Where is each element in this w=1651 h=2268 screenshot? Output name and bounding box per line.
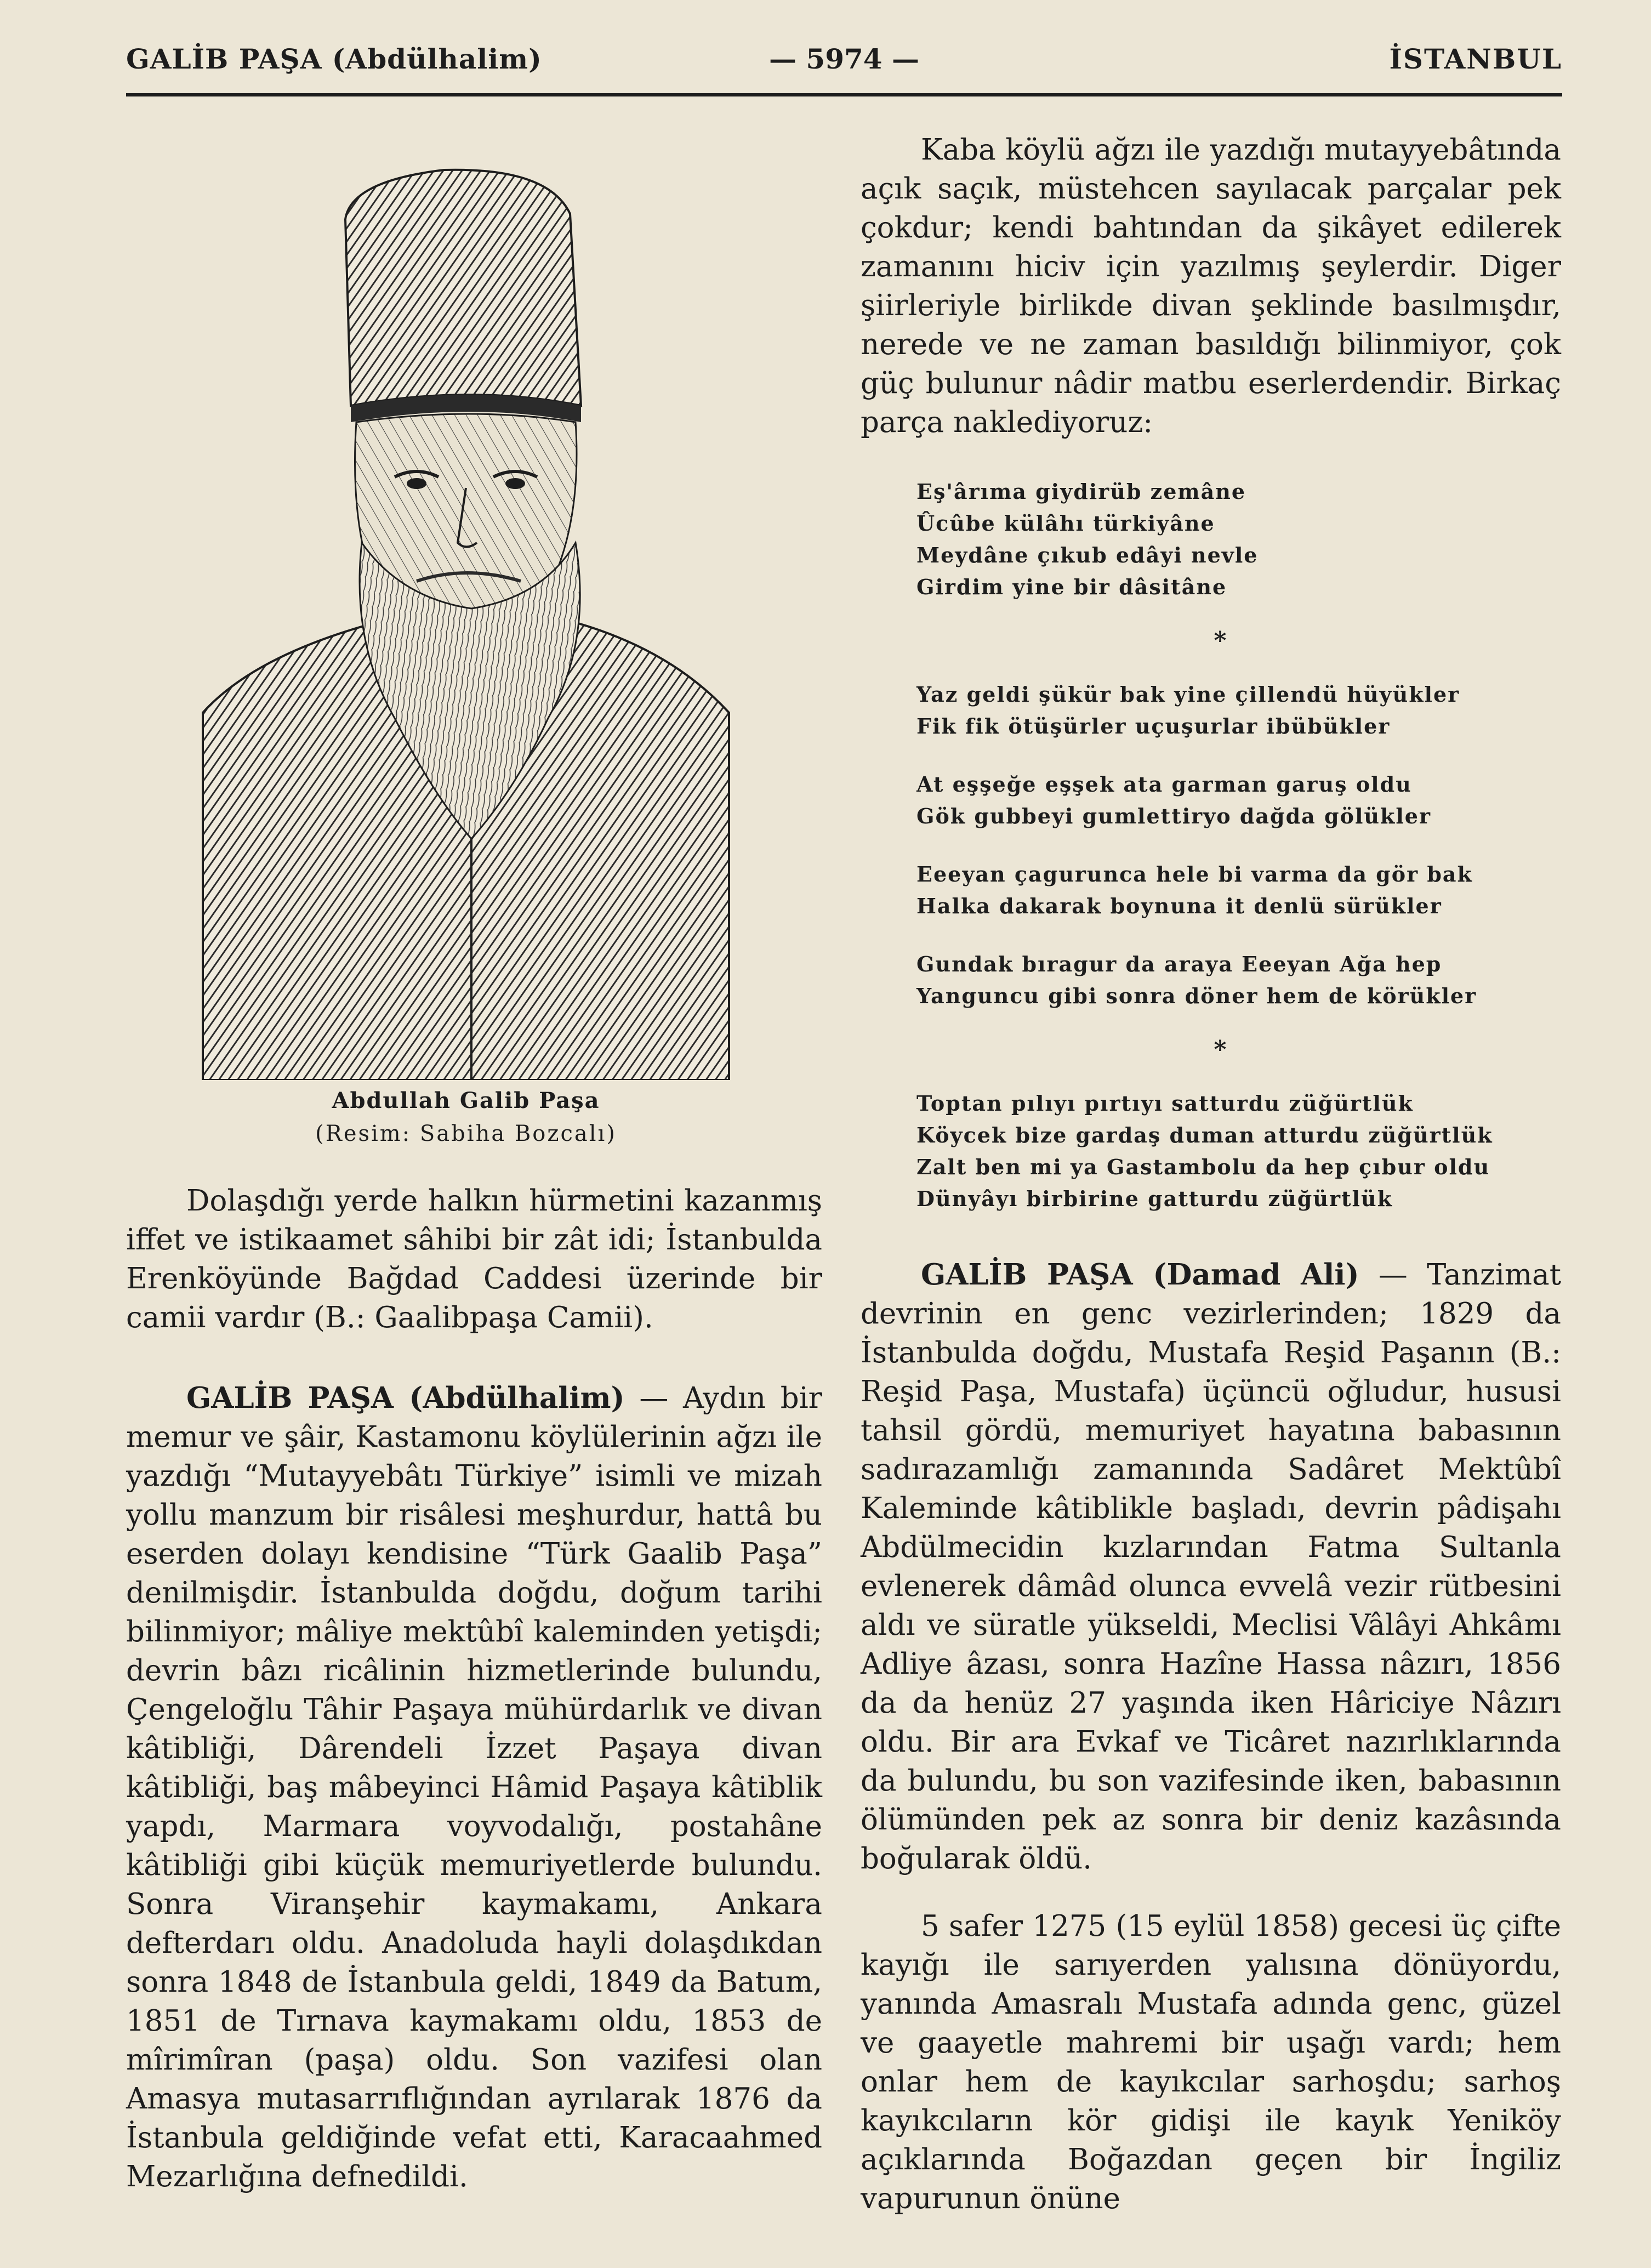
poem-stanza [916, 476, 1525, 603]
page-number: — 5974 — [769, 43, 919, 75]
poem-stanza [916, 859, 1525, 922]
poem-line: Halka dakarak boynuna it denlü sürükler [916, 894, 1442, 918]
paragraph: Dolaşdığı yerde halkın hürmetini kazanmış iffet ve istikaamet sâhibi bir zât idi; İstanbulda Erenköyünde Bağdad Caddesi üzerinde bir camii vardır (B.: Gaalibpaşa Camii). [126, 1184, 822, 1334]
entry-text: — Tanzimat devrinin en genc vezirlerinden; 1829 da İstanbulda doğdu, Mustafa Reşid Paşanın (B.: Reşid Paşa, Mustafa) üçüncü oğludur, hususi tahsil gördü, memuriyet hayatına babasının sadırazamlığı zamanında Sadâret Mektûbî Kaleminde kâtiblikle başladı, devrin pâdişahı Abdülmecidin kızlarından Fatma Sultanla evlenerek dâmâd olunca evvelâ vezir rütbesini aldı ve süratle yükseldi, Meclisi Vâlâyi Ahkâmı Adliye âzası, sonra Hazîne Hassa nâzırı, 1856 da da henüz 27 yaşında iken Hâriciye Nâzırı oldu. Bir ara Evkaf ve Ticâret nazırlıklarında da bulundu, bu son vazifesinde iken, babasının ölümünden pek az sonra bir deniz kazâsında boğularak öldü. [861, 1258, 1561, 1875]
header-volume: İSTANBUL [1389, 43, 1562, 75]
poem-separator: * [1214, 1036, 1228, 1064]
portrait-caption [241, 1084, 691, 1150]
left-paragraph-1 [126, 1181, 822, 1337]
poem-line: Yaz geldi şükür bak yine çillendü hüyükler [916, 682, 1460, 707]
poem-excerpt [916, 476, 1525, 1241]
entry-paragraph [126, 1379, 822, 2196]
poem-stanza [916, 769, 1525, 832]
caption-credit: (Resim: Sabiha Bozcalı) [315, 1121, 617, 1146]
poem-line: Zalt ben mi ya Gastambolu da hep çıbur oldu [916, 1155, 1490, 1179]
paragraph: Kaba köylü ağzı ile yazdığı mutayyebâtında açık saçık, müstehcen sayılacak parçalar pek çokdur; kendi bahtından da şikâyet edilerek zamanını hiciv için yazılmış şeylerdir. Diger şiirleriyle birlikde divan şeklinde basılmışdır, nerede ve ne zaman basıldığı bilinmiyor, çok güç bulunur nâdir matbu eserlerdendir. Birkaç parça naklediyoruz: [861, 133, 1561, 439]
poem-line: Gundak bıragur da araya Eeeyan Ağa hep [916, 952, 1442, 976]
poem-line: Gök gubbeyi gumlettiryo dağda gölükler [916, 804, 1431, 828]
paragraph: 5 safer 1275 (15 eylül 1858) gecesi üç çifte kayığı ile sarıyerden yalısına dönüyordu, yanında Amasralı Mustafa adında genc, güzel ve gaayetle mahremi bir uşağı vardı; hem onlar hem de kayıkcılar sarhoşdu; sarhoş kayıkcıların kör gidişi ile kayık Yeniköy açıklarında Boğazdan geçen bir İngiliz vapurunun önüne [861, 1909, 1561, 2215]
poem-line: At eşşeğe eşşek ata garman garuş oldu [916, 772, 1412, 797]
right-intro [861, 130, 1561, 442]
poem-line: Eeeyan çagurunca hele bi varma da gör bak [916, 862, 1473, 886]
poem-line: Meydâne çıkub edâyi nevle [916, 543, 1259, 567]
poem-separator: * [1214, 627, 1228, 655]
poem-line: Köycek bize gardaş duman atturdu züğürtlük [916, 1123, 1493, 1147]
entry-paragraph [861, 1255, 1561, 1878]
entry-galib-pasa-damad-ali [861, 1255, 1561, 2218]
header-entry-title: GALİB PAŞA (Abdülhalim) [126, 43, 542, 75]
poem-line: Fik fik ötüşürler uçuşurlar ibübükler [916, 714, 1391, 738]
poem-line: Dünyâyı birbirine gatturdu züğürtlük [916, 1186, 1393, 1211]
entry-heading: GALİB PAŞA (Abdülhalim) [186, 1381, 625, 1415]
entry-text: — Aydın bir memur ve şâir, Kastamonu köylülerinin ağzı ile yazdığı “Mutayyebâtı Türkiye” isimli ve mizah yollu manzum bir risâlesi meşhurdur, hattâ bu eserden dolayı kendisine “Türk Gaalib Paşa” denilmişdir. İstanbulda doğdu, doğum tarihi bilinmiyor; mâliye mektûbî kaleminden yetişdi; devrin bâzı ricâlinin hizmetlerinde bulundu, Çengeloğlu Tâhir Paşaya mühürdarlık ve divan kâtibliği, Dârendeli İzzet Paşaya divan kâtibliği, baş mâbeyinci Hâmid Paşaya kâtiblik yapdı, Marmara voyvodalığı, postahâne kâtibliği gibi küçük memuriyetlerde bulundu. Sonra Viranşehir kaymakamı, Ankara defterdarı oldu. Anadoluda hayli dolaşdıkdan sonra 1848 de İstanbula geldi, 1849 da Batum, 1851 de Tırnava kaymakamı oldu, 1853 de mîrimîran (paşa) oldu. Son vazifesi olan Amasya mutasarrıflığından ayrılarak 1876 da İstanbula geldiğinde vefat etti, Karacaahmed Mezarlığına defnedildi. [126, 1382, 822, 2193]
poem-line: Girdim yine bir dâsitâne [916, 575, 1227, 599]
poem-line: Eş'ârıma giydirüb zemâne [916, 479, 1246, 504]
poem-line: Toptan pılıyı pırtıyı satturdu züğürtlük [916, 1091, 1414, 1116]
entry-galib-pasa-abdulhalim [126, 1379, 822, 2196]
entry-heading: GALİB PAŞA (Damad Ali) [921, 1258, 1359, 1292]
poem-line: Yanguncu gibi sonra döner hem de körükler [916, 984, 1477, 1008]
caption-name: Abdullah Galib Paşa [332, 1088, 600, 1113]
poem-stanza [916, 679, 1525, 742]
poem-line: Ûcûbe külâhı türkiyâne [916, 511, 1215, 536]
portrait-engraving [186, 148, 735, 1080]
poem-stanza [916, 948, 1525, 1012]
header-rule [126, 93, 1562, 96]
running-header [126, 43, 1562, 89]
poem-stanza [916, 1088, 1525, 1215]
